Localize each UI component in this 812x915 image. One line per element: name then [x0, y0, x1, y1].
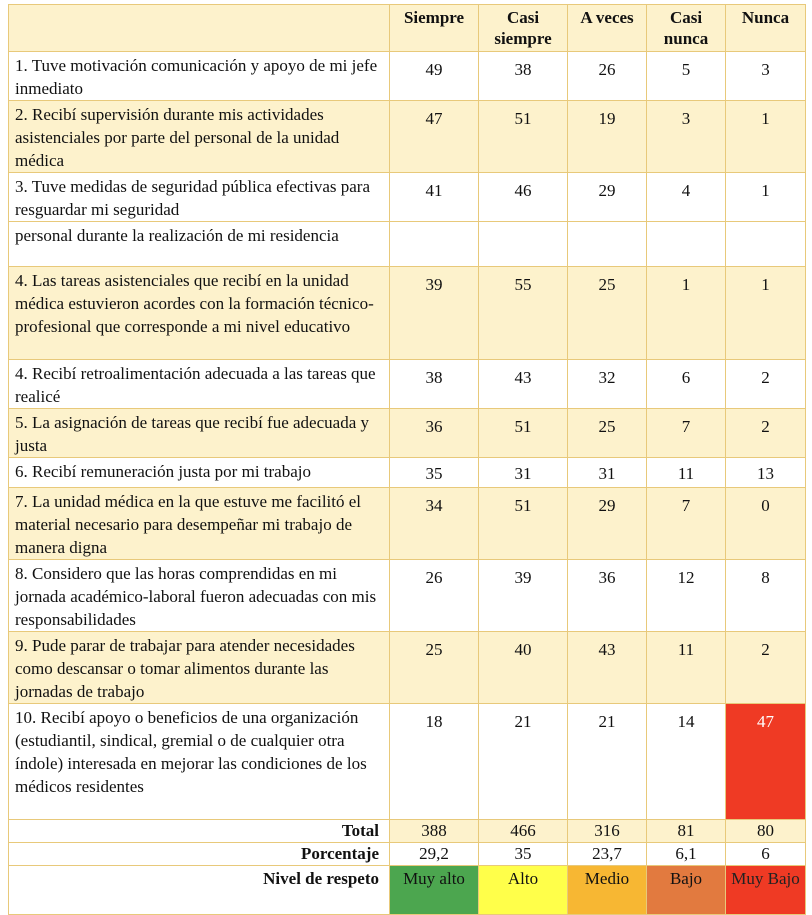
header-nunca: Nunca	[726, 5, 806, 52]
question-cell: 4. Las tareas asistenciales que recibí en la unidad médica estuvieron acordes con la formación técnico-profesional que corresponde a mi nivel educativo	[9, 267, 390, 360]
percent-value: 6	[726, 843, 806, 866]
value-cell	[726, 222, 806, 267]
table-row	[9, 173, 806, 222]
value-cell: 29	[568, 173, 647, 222]
value-cell: 6	[647, 360, 726, 409]
value-cell: 7	[647, 488, 726, 560]
level-badge-alto: Alto	[479, 866, 568, 915]
value-cell	[568, 222, 647, 267]
value-cell: 21	[479, 704, 568, 820]
percent-label: Porcentaje	[9, 843, 390, 866]
value-cell: 25	[390, 632, 479, 704]
table-row	[9, 560, 806, 632]
value-cell: 38	[390, 360, 479, 409]
value-cell: 14	[647, 704, 726, 820]
level-badge-muy-bajo: Muy Bajo	[726, 866, 806, 915]
table-row	[9, 52, 806, 101]
question-cell: 3. Tuve medidas de seguridad pública efectivas para resguardar mi seguridad	[9, 173, 390, 222]
header-siempre: Siempre	[390, 5, 479, 52]
level-badge-muy-alto: Muy alto	[390, 866, 479, 915]
table-row	[9, 101, 806, 173]
value-cell: 34	[390, 488, 479, 560]
value-cell: 8	[726, 560, 806, 632]
value-cell: 55	[479, 267, 568, 360]
table-row	[9, 704, 806, 820]
value-cell: 51	[479, 101, 568, 173]
value-cell: 13	[726, 458, 806, 488]
question-cell: 8. Considero que las horas comprendidas en mi jornada académico-laboral fueron adecuadas con mis responsabilidades	[9, 560, 390, 632]
question-cell: 9. Pude parar de trabajar para atender necesidades como descansar o tomar alimentos durante las jornadas de trabajo	[9, 632, 390, 704]
level-label: Nivel de respeto	[9, 866, 390, 915]
value-cell: 1	[726, 101, 806, 173]
value-cell: 5	[647, 52, 726, 101]
value-cell: 51	[479, 409, 568, 458]
percent-row	[9, 843, 806, 866]
value-cell: 19	[568, 101, 647, 173]
total-value: 316	[568, 820, 647, 843]
table-row	[9, 409, 806, 458]
value-cell: 26	[568, 52, 647, 101]
table-row	[9, 222, 806, 267]
value-cell: 7	[647, 409, 726, 458]
question-cell: 6. Recibí remuneración justa por mi trabajo	[9, 458, 390, 488]
value-cell	[479, 222, 568, 267]
value-cell	[647, 222, 726, 267]
percent-value: 23,7	[568, 843, 647, 866]
question-cell: 10. Recibí apoyo o beneficios de una organización (estudiantil, sindical, gremial o de cualquier otra índole) interesada en mejorar las condiciones de los médicos residentes	[9, 704, 390, 820]
question-cell: 1. Tuve motivación comunicación y apoyo de mi jefe inmediato	[9, 52, 390, 101]
value-cell: 11	[647, 458, 726, 488]
value-cell: 35	[390, 458, 479, 488]
header-row	[9, 5, 806, 52]
value-cell: 12	[647, 560, 726, 632]
value-cell: 38	[479, 52, 568, 101]
value-cell: 51	[479, 488, 568, 560]
value-cell: 36	[568, 560, 647, 632]
value-cell: 41	[390, 173, 479, 222]
value-cell: 1	[726, 267, 806, 360]
table-row	[9, 632, 806, 704]
table-row	[9, 488, 806, 560]
value-cell: 18	[390, 704, 479, 820]
header-blank	[9, 5, 390, 52]
value-cell: 39	[479, 560, 568, 632]
header-casi-nunca: Casi nunca	[647, 5, 726, 52]
value-cell: 21	[568, 704, 647, 820]
value-cell: 2	[726, 409, 806, 458]
value-cell: 31	[568, 458, 647, 488]
value-cell: 43	[568, 632, 647, 704]
value-cell: 40	[479, 632, 568, 704]
table-row	[9, 458, 806, 488]
value-cell: 39	[390, 267, 479, 360]
percent-value: 35	[479, 843, 568, 866]
value-cell: 32	[568, 360, 647, 409]
question-cell: 7. La unidad médica en la que estuve me facilitó el material necesario para desempeñar mi trabajo de manera digna	[9, 488, 390, 560]
level-row	[9, 866, 806, 915]
total-value: 466	[479, 820, 568, 843]
percent-value: 29,2	[390, 843, 479, 866]
value-cell	[390, 222, 479, 267]
value-cell: 26	[390, 560, 479, 632]
value-cell: 0	[726, 488, 806, 560]
value-cell: 47	[390, 101, 479, 173]
value-cell: 25	[568, 409, 647, 458]
table-row	[9, 267, 806, 360]
total-value: 388	[390, 820, 479, 843]
total-label: Total	[9, 820, 390, 843]
value-cell: 1	[647, 267, 726, 360]
value-cell: 3	[647, 101, 726, 173]
total-row	[9, 820, 806, 843]
level-badge-bajo: Bajo	[647, 866, 726, 915]
header-a-veces: A veces	[568, 5, 647, 52]
question-cell: personal durante la realización de mi residencia	[9, 222, 390, 267]
value-cell: 36	[390, 409, 479, 458]
value-cell: 29	[568, 488, 647, 560]
percent-value: 6,1	[647, 843, 726, 866]
question-cell: 2. Recibí supervisión durante mis actividades asistenciales por parte del personal de la unidad médica	[9, 101, 390, 173]
header-casi-siempre: Casi siempre	[479, 5, 568, 52]
survey-table	[8, 4, 806, 915]
value-cell: 4	[647, 173, 726, 222]
value-cell: 1	[726, 173, 806, 222]
level-badge-medio: Medio	[568, 866, 647, 915]
value-cell: 3	[726, 52, 806, 101]
total-value: 81	[647, 820, 726, 843]
value-cell: 49	[390, 52, 479, 101]
value-cell: 11	[647, 632, 726, 704]
value-cell: 43	[479, 360, 568, 409]
total-value: 80	[726, 820, 806, 843]
value-cell: 2	[726, 360, 806, 409]
value-cell: 31	[479, 458, 568, 488]
question-cell: 4. Recibí retroalimentación adecuada a las tareas que realicé	[9, 360, 390, 409]
value-cell: 25	[568, 267, 647, 360]
value-cell: 46	[479, 173, 568, 222]
highlighted-value-cell: 47	[726, 704, 806, 820]
value-cell: 2	[726, 632, 806, 704]
question-cell: 5. La asignación de tareas que recibí fue adecuada y justa	[9, 409, 390, 458]
table-row	[9, 360, 806, 409]
